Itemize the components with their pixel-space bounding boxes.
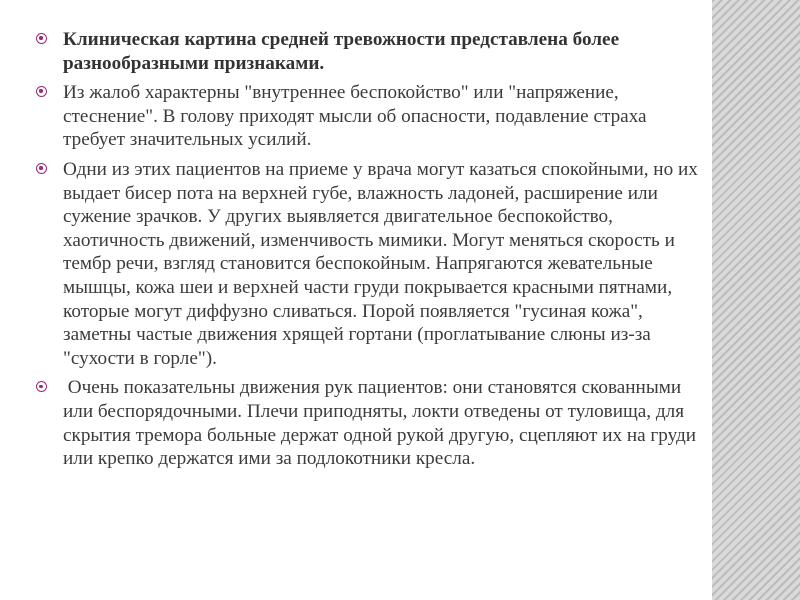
bullet-text-complaints: Из жалоб характерны "внутреннее беспокойство" или "напряжение, стеснение". В голову приходят мысли об опасности, подавление страха требует значительных усилий. bbox=[63, 82, 647, 151]
decorative-stripe-band bbox=[712, 0, 800, 600]
bullet-text-hands: Очень показательны движения рук пациентов: они становятся скованными или беспорядочными. Плечи приподняты, локти отведены от туловища, для скрытия тремора больные держат одной рукой другую, сцепляют их на груди или крепко держатся ими за подлокотники кресла. bbox=[63, 377, 701, 470]
bullet-item-2 bbox=[36, 81, 712, 152]
bullet-item-3 bbox=[36, 158, 712, 370]
circle-bullet-icon bbox=[36, 163, 47, 174]
circle-bullet-icon bbox=[36, 381, 47, 392]
bullet-list bbox=[36, 28, 712, 477]
bullet-item-4 bbox=[36, 376, 712, 470]
bullet-text-symptoms: Одни из этих пациентов на приеме у врача могут казаться спокойными, но их выдает бисер пота на верхней губе, влажность ладоней, расширение или сужение зрачков. У других выявляется двигательное беспокойство, хаотичность движений, изменчивость мимики. Могут меняться скорость и тембр речи, взгляд становится беспокойным. Напрягаются жевательные мышцы, кожа шеи и верхней части груди покрывается красными пятнами, которые могут диффузно сливаться. Порой появляется "гусиная кожа", заметны частые движения хрящей гортани (проглатывание слюны из-за "сухости в горле"). bbox=[63, 158, 698, 369]
circle-bullet-icon bbox=[36, 33, 47, 44]
bullet-item-1 bbox=[36, 28, 712, 75]
circle-bullet-icon bbox=[36, 86, 47, 97]
bullet-text-heading: Клиническая картина средней тревожности представлена более разнообразными признаками. bbox=[63, 29, 620, 74]
